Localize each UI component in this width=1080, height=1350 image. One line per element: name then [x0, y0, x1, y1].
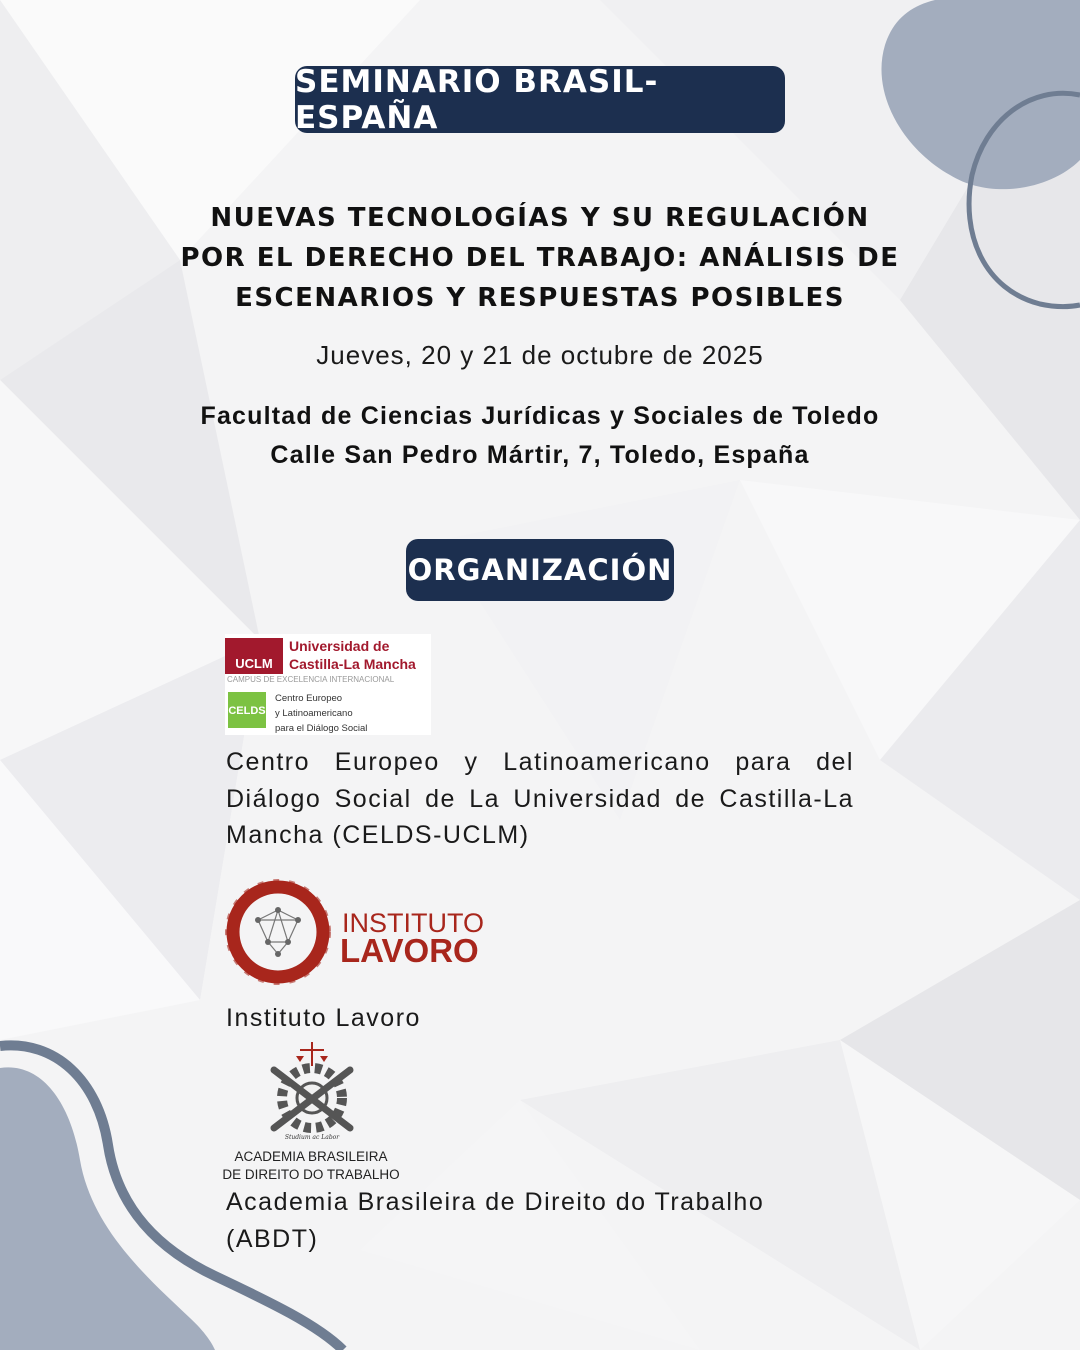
abdt-name-line: ACADEMIA BRASILEIRA [234, 1149, 388, 1164]
abdt-name-line: DE DIREITO DO TRABALHO [222, 1167, 400, 1182]
seminar-badge [295, 63, 785, 136]
org-description-abdt: Academia Brasileira de Direito do Trabalho (ABDT) [226, 1188, 765, 1253]
event-title-line: ESCENARIOS Y RESPUESTAS POSIBLES [235, 283, 845, 313]
lavoro-wordmark-line: LAVORO [340, 932, 479, 969]
organization-badge [406, 539, 674, 601]
organization-badge-label: ORGANIZACIÓN [407, 553, 673, 587]
instituto-lavoro-logo [224, 872, 485, 990]
uclm-wordmark: UCLM [235, 656, 273, 671]
event-title [120, 198, 960, 318]
org-description-lavoro: Instituto Lavoro [226, 1004, 421, 1032]
uclm-name-line: Castilla-La Mancha [289, 656, 416, 672]
venue-name: Facultad de Ciencias Jurídicas y Sociales de Toledo [200, 402, 880, 430]
uclm-name-line: Universidad de [289, 638, 390, 654]
org-description-celds: Centro Europeo y Latinoamericano para del Diálogo Social de La Universidad de Castilla-La Mancha (CELDS-UCLM) [226, 748, 854, 849]
lavoro-wordmark-line: INSTITUTO [342, 908, 485, 938]
event-date: Jueves, 20 y 21 de octubre de 2025 [316, 340, 764, 370]
celds-name-line: y Latinoamericano [275, 708, 353, 719]
uclm-celds-logo [225, 634, 431, 735]
event-title-line: NUEVAS TECNOLOGÍAS Y SU REGULACIÓN [210, 203, 870, 233]
uclm-campus-text: CAMPUS DE EXCELENCIA INTERNACIONAL [227, 675, 395, 684]
seminar-badge-label: SEMINARIO BRASIL-ESPAÑA [295, 63, 659, 136]
celds-wordmark: CELDS [228, 705, 266, 717]
abdt-motto: Studium ac Labor [284, 1134, 340, 1141]
celds-name-line: para el Diálogo Social [275, 723, 368, 734]
event-venue [100, 397, 980, 475]
abdt-logo [222, 1040, 400, 1182]
event-title-line: POR EL DERECHO DEL TRABAJO: ANÁLISIS DE [180, 243, 900, 273]
celds-name-line: Centro Europeo [275, 693, 343, 704]
venue-address: Calle San Pedro Mártir, 7, Toledo, España [270, 441, 810, 469]
